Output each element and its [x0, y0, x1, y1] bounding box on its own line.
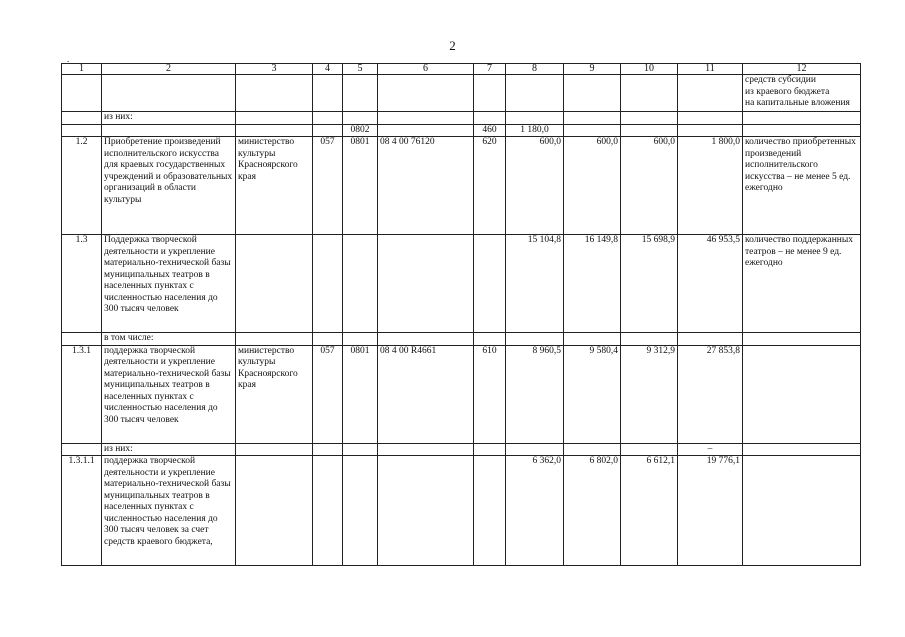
cell-number: 1.2 — [62, 137, 102, 235]
cell-number: 1.3.1.1 — [62, 456, 102, 566]
cell-section: 0802 — [343, 124, 378, 137]
cell-result: количество поддержанных театров – не менее 9 ед. ежегодно — [743, 235, 861, 333]
header-cell: 11 — [678, 64, 743, 75]
cell-expense-type: 620 — [474, 137, 506, 235]
table-row — [62, 112, 861, 125]
cell-value: 6 802,0 — [564, 456, 621, 566]
table-row — [62, 75, 861, 112]
cell-section: 0801 — [343, 137, 378, 235]
table-row — [62, 235, 861, 333]
cell-name: из них: — [102, 443, 236, 456]
cell-section: 0801 — [343, 345, 378, 443]
cell-value: 6 612,1 — [621, 456, 678, 566]
cell-value: 600,0 — [564, 137, 621, 235]
table-row — [62, 345, 861, 443]
table-row — [62, 456, 861, 566]
header-cell: 2 — [102, 64, 236, 75]
cell-value: 16 149,8 — [564, 235, 621, 333]
cell-total: 1 800,0 — [678, 137, 743, 235]
cell-expense-type: 610 — [474, 345, 506, 443]
cell-result: средств субсидии из краевого бюджета на капитальные вложения — [743, 75, 861, 112]
cell-value: 9 312,9 — [621, 345, 678, 443]
cell-value: 15 104,8 — [506, 235, 564, 333]
header-cell: 9 — [564, 64, 621, 75]
cell-name: Приобретение произведений исполнительского искусства для краевых государственных учреждений и образовательных организаций в области культуры — [102, 137, 236, 235]
cell-value: 9 580,4 — [564, 345, 621, 443]
cell-total: 19 776,1 — [678, 456, 743, 566]
cell-target-code: 08 4 00 76120 — [378, 137, 474, 235]
cell-name: поддержка творческой деятельности и укрепление материально-технической базы муниципальных театров в населенных пунктах с численностью населения до 300 тысяч человек — [102, 345, 236, 443]
cell-total: 46 953,5 — [678, 235, 743, 333]
header-cell: 10 — [621, 64, 678, 75]
header-cell: 6 — [378, 64, 474, 75]
cell-name: в том числе: — [102, 333, 236, 346]
cell-value: 15 698,9 — [621, 235, 678, 333]
page-number: 2 — [449, 38, 456, 53]
cell-result: количество приобретенных произведений исполнительского искусства – не менее 5 ед. ежегодно — [743, 137, 861, 235]
cell-target-code: 08 4 00 R4661 — [378, 345, 474, 443]
header-row — [62, 64, 861, 75]
cell-executor: министерство культуры Красноярского края — [236, 137, 313, 235]
cell-value: 1 180,0 — [506, 124, 564, 137]
cell-grbs: 057 — [313, 137, 343, 235]
header-cell: 3 — [236, 64, 313, 75]
cell-name: поддержка творческой деятельности и укрепление материально-технической базы муниципальных театров в населенных пунктах с численностью населения до 300 тысяч человек за счет средств краевого бюджета, — [102, 456, 236, 566]
cell-value: 600,0 — [506, 137, 564, 235]
cell-total: – — [678, 443, 743, 456]
table-row — [62, 137, 861, 235]
cell-executor: министерство культуры Красноярского края — [236, 345, 313, 443]
header-cell: 8 — [506, 64, 564, 75]
header-cell: 7 — [474, 64, 506, 75]
cell-number: 1.3.1 — [62, 345, 102, 443]
cell-number: 1.3 — [62, 235, 102, 333]
cell-name: Поддержка творческой деятельности и укрепление материально-технической базы муниципальных театров в населенных пунктах с численностью населения до 300 тысяч человек — [102, 235, 236, 333]
cell-expense-type: 460 — [474, 124, 506, 137]
cell-value: 6 362,0 — [506, 456, 564, 566]
budget-table — [61, 63, 861, 566]
stray-mark: . — [67, 54, 70, 64]
cell-name: из них: — [102, 112, 236, 125]
cell-grbs: 057 — [313, 345, 343, 443]
cell-total: 27 853,8 — [678, 345, 743, 443]
header-cell: 4 — [313, 64, 343, 75]
header-cell: 12 — [743, 64, 861, 75]
table-row — [62, 333, 861, 346]
cell-value: 8 960,5 — [506, 345, 564, 443]
cell-value: 600,0 — [621, 137, 678, 235]
header-cell: 1 — [62, 64, 102, 75]
table-row — [62, 124, 861, 137]
table-row — [62, 443, 861, 456]
header-cell: 5 — [343, 64, 378, 75]
